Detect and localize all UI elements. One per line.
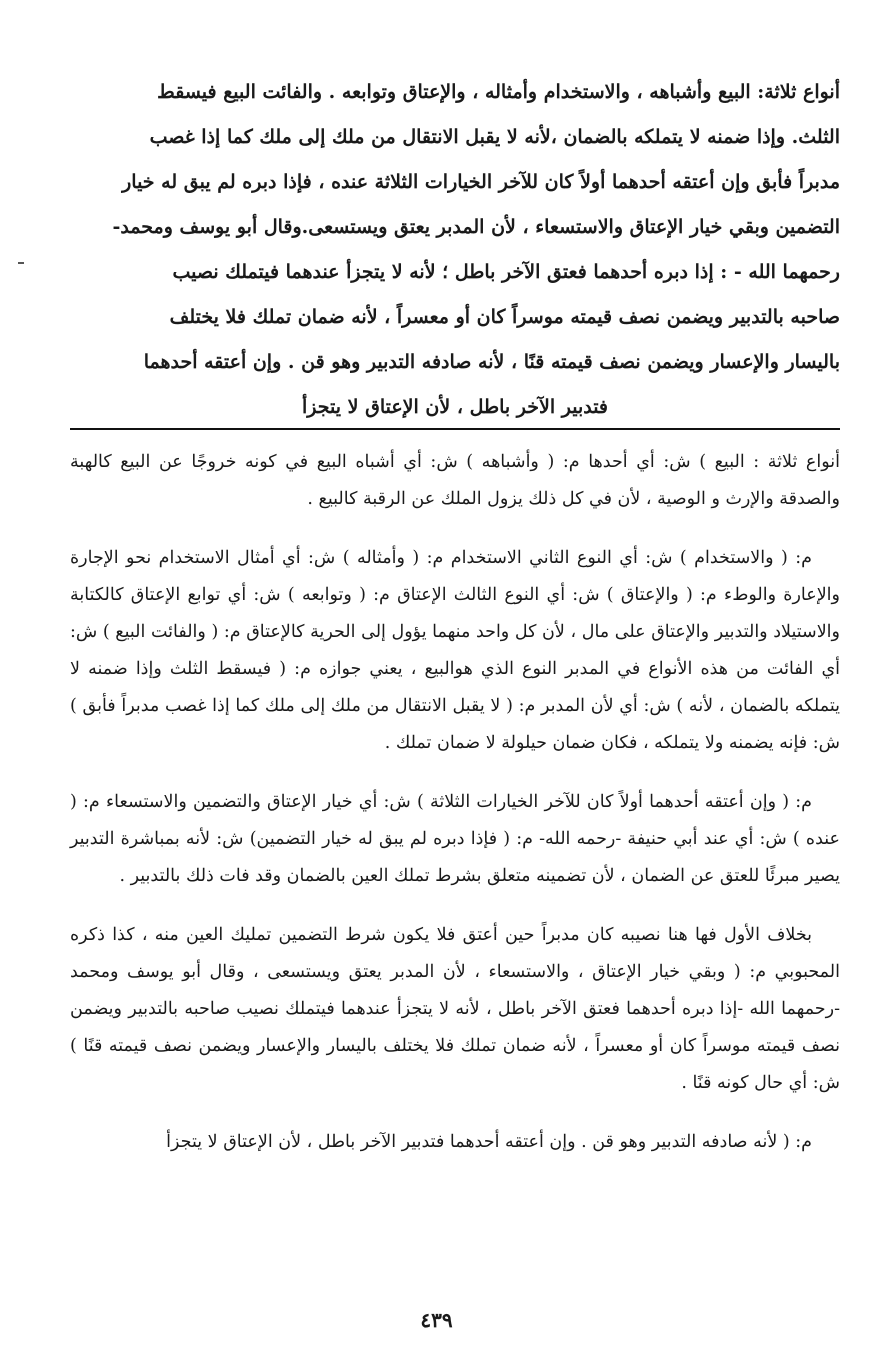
main-text-line: رحمهما الله - : إذا دبره أحدهما فعتق الآخر باطل ؛ لأنه لا يتجزأ عندهما فيتملك نصيب <box>172 261 840 283</box>
main-text-line: فتدبير الآخر باطل ، لأن الإعتاق لا يتجزأ <box>301 396 609 418</box>
commentary-paragraph: أنواع ثلاثة : البيع ) ش: أي أحدها م: ( وأشباهه ) ش: أي أشباه البيع في كونه خروجًا عن البيع كالهبة والصدقة والإرث و الوصية ، لأن في كل ذلك يزول الملك عن الرقبة كالبيع . <box>70 452 840 509</box>
main-text-line: التضمين وبقي خيار الإعتاق والاستسعاء ، لأن المدبر يعتق ويستسعى.وقال أبو يوسف ومحمد- <box>112 216 840 238</box>
commentary-block <box>70 444 840 1183</box>
page-number: ٤٣٩ <box>420 1308 453 1332</box>
main-text-line: مدبراً فأبق وإن أعتقه أحدهما أولاً كان للآخر الخيارات الثلاثة عنده ، فإذا دبره لم يبق له خيار <box>122 171 840 193</box>
commentary-paragraph: م: ( والاستخدام ) ش: أي النوع الثاني الاستخدام م: ( وأمثاله ) ش: أي أمثال الاستخدام نحو الإجارة والإعارة والوطء م: ( والإعتاق ) ش: أي النوع الثالث الإعتاق م: ( وتوابعه ) ش: أي توابع الإعتاق كالكتابة والاستيلاد والتدبير والإعتاق على مال ، لأن كل واحد منهما يؤول إلى الحرية كالإعتاق م: ( والفائت البيع ) ش: أي الفائت من هذه الأنواع في المدبر النوع الذي هوالبيع ، يعني جوازه م: ( فيسقط الثلث وإذا ضمنه لا يتملكه بالضمان ، لأنه ) ش: أي لأن المدبر م: ( لا يقبل الانتقال من ملك إلى ملك كما إذا غصب مدبراً فأبق ) ش: فإنه يضمنه ولا يتملكه ، فكان ضمان حيلولة لا ضمان تملك . <box>70 548 840 753</box>
margin-mark <box>18 262 24 264</box>
commentary-paragraph: م: ( لأنه صادفه التدبير وهو قن . وإن أعتقه أحدهما فتدبير الآخر باطل ، لأن الإعتاق لا يتجزأ <box>166 1132 812 1152</box>
section-divider <box>70 428 840 430</box>
main-text-line: أنواع ثلاثة: البيع وأشباهه ، والاستخدام وأمثاله ، والإعتاق وتوابعه . والفائت البيع فيسقط <box>157 81 840 103</box>
main-text-line: الثلث. وإذا ضمنه لا يتملكه بالضمان ،لأنه لا يقبل الانتقال من ملك إلى ملك كما إذا غصب <box>149 126 840 148</box>
main-text-block <box>70 70 840 430</box>
main-text-line: صاحبه بالتدبير ويضمن نصف قيمته موسراً كان أو معسراً ، لأنه ضمان تملك فلا يختلف <box>169 306 840 328</box>
commentary-paragraph: م: ( وإن أعتقه أحدهما أولاً كان للآخر الخيارات الثلاثة ) ش: أي خيار الإعتاق والتضمين والاستسعاء م: ( عنده ) ش: أي عند أبي حنيفة -رحمه الله- م: ( فإذا دبره لم يبق له خيار التضمين) ش: لأنه بمباشرة التدبير يصير مبرئًا للعتق عن الضمان ، لأن تضمينه متعلق بشرط تملك العين بالضمان وقد فات ذلك بالتدبير . <box>70 792 840 886</box>
commentary-paragraph: بخلاف الأول فها هنا نصيبه كان مدبراً حين أعتق فلا يكون شرط التضمين تمليك العين منه ، كذا ذكره المحبوبي م: ( وبقي خيار الإعتاق ، والاستسعاء ، لأن المدبر يعتق ويستسعى ، وقال أبو يوسف ومحمد -رحمهما الله -إذا دبره أحدهما فعتق الآخر باطل ، لأنه لا يتجزأ عندهما فيتملك نصيب صاحبه بالتدبير ويضمن نصف قيمته موسراً كان أو معسراً ، لأنه ضمان تملك فلا يختلف باليسار والإعسار ويضمن نصف قيمته قنًا ) ش: أي حال كونه قنًا . <box>70 925 840 1093</box>
main-text-line: باليسار والإعسار ويضمن نصف قيمته قنًا ، لأنه صادفه التدبير وهو قن . وإن أعتقه أحدهما <box>143 351 840 373</box>
